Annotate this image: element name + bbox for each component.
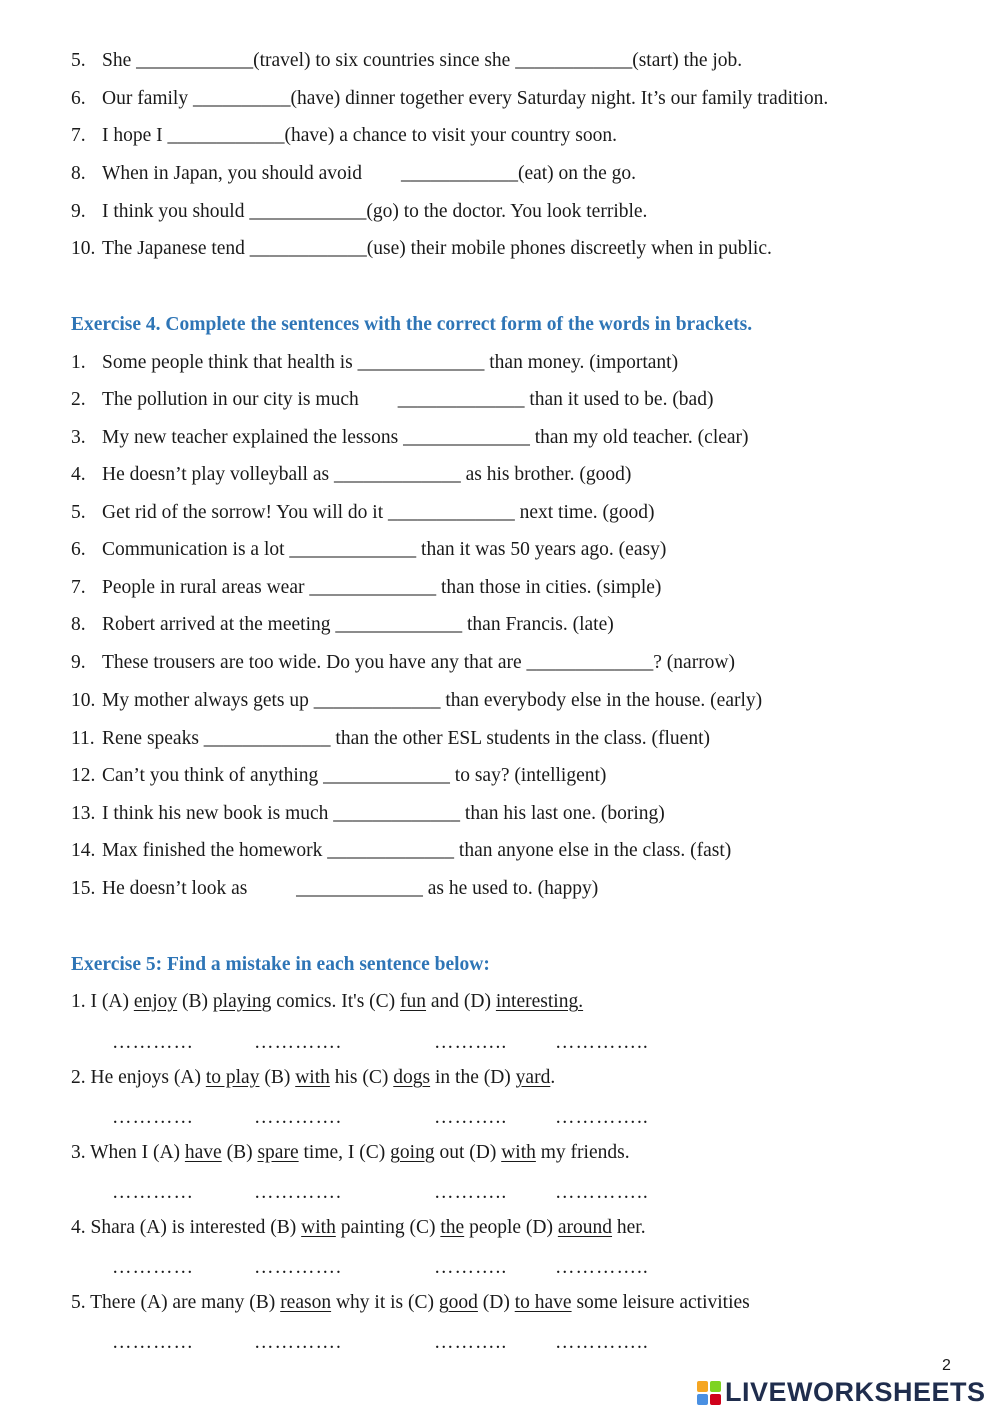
answer-dots-d[interactable]: …………..: [555, 1107, 649, 1128]
answer-dots-b[interactable]: ………….: [254, 1182, 342, 1203]
option-a[interactable]: to play: [205, 1067, 260, 1088]
option-c[interactable]: dogs: [393, 1067, 431, 1088]
answer-dots-b[interactable]: ………….: [254, 1257, 342, 1278]
liveworksheets-logo[interactable]: [697, 1377, 986, 1408]
option-d[interactable]: interesting.: [495, 991, 584, 1012]
option-c[interactable]: good: [438, 1292, 478, 1313]
option-c[interactable]: the: [440, 1217, 465, 1238]
answer-dots-b[interactable]: ………….: [254, 1107, 342, 1128]
option-d[interactable]: yard: [515, 1067, 551, 1088]
answer-dots-a[interactable]: …………: [112, 1332, 194, 1353]
answer-dots-d[interactable]: …………..: [555, 1257, 649, 1278]
answer-dots-d[interactable]: …………..: [555, 1332, 649, 1353]
option-d[interactable]: around: [557, 1217, 613, 1238]
option-d[interactable]: with: [501, 1142, 536, 1163]
answer-dots-c[interactable]: ………..: [434, 1332, 508, 1353]
answer-dots-c[interactable]: ………..: [434, 1107, 508, 1128]
exercise5-title: Exercise 5: Find a mistake in each sentence below:: [71, 954, 490, 975]
option-c[interactable]: going: [390, 1142, 435, 1163]
answer-dots-a[interactable]: …………: [112, 1032, 194, 1053]
answer-dots-a[interactable]: …………: [112, 1107, 194, 1128]
option-a[interactable]: have: [184, 1142, 222, 1163]
answer-dots-a[interactable]: …………: [112, 1257, 194, 1278]
option-b[interactable]: with: [301, 1217, 336, 1238]
option-a[interactable]: enjoy: [133, 991, 178, 1012]
option-b[interactable]: with: [295, 1067, 330, 1088]
option-b[interactable]: reason: [280, 1292, 332, 1313]
answer-dots-d[interactable]: …………..: [555, 1032, 649, 1053]
option-b[interactable]: spare: [257, 1142, 299, 1163]
option-c[interactable]: fun: [400, 991, 427, 1012]
answer-dots-b[interactable]: ………….: [254, 1032, 342, 1053]
option-b[interactable]: playing: [212, 991, 272, 1012]
option-d[interactable]: to have: [514, 1292, 572, 1313]
answer-dots-a[interactable]: …………: [112, 1182, 194, 1203]
brand-name: LIVEWORKSHEETS: [725, 1377, 986, 1407]
answer-dots-c[interactable]: ………..: [434, 1257, 508, 1278]
liveworksheets-logo-icon: [697, 1381, 721, 1405]
answer-dots-c[interactable]: ………..: [434, 1032, 508, 1053]
answer-dots-c[interactable]: ………..: [434, 1182, 508, 1203]
answer-dots-d[interactable]: …………..: [555, 1182, 649, 1203]
page-number: 2: [942, 1357, 951, 1374]
answer-dots-b[interactable]: ………….: [254, 1332, 342, 1353]
exercise4-title: Exercise 4. Complete the sentences with the correct form of the words in brackets.: [71, 314, 753, 335]
